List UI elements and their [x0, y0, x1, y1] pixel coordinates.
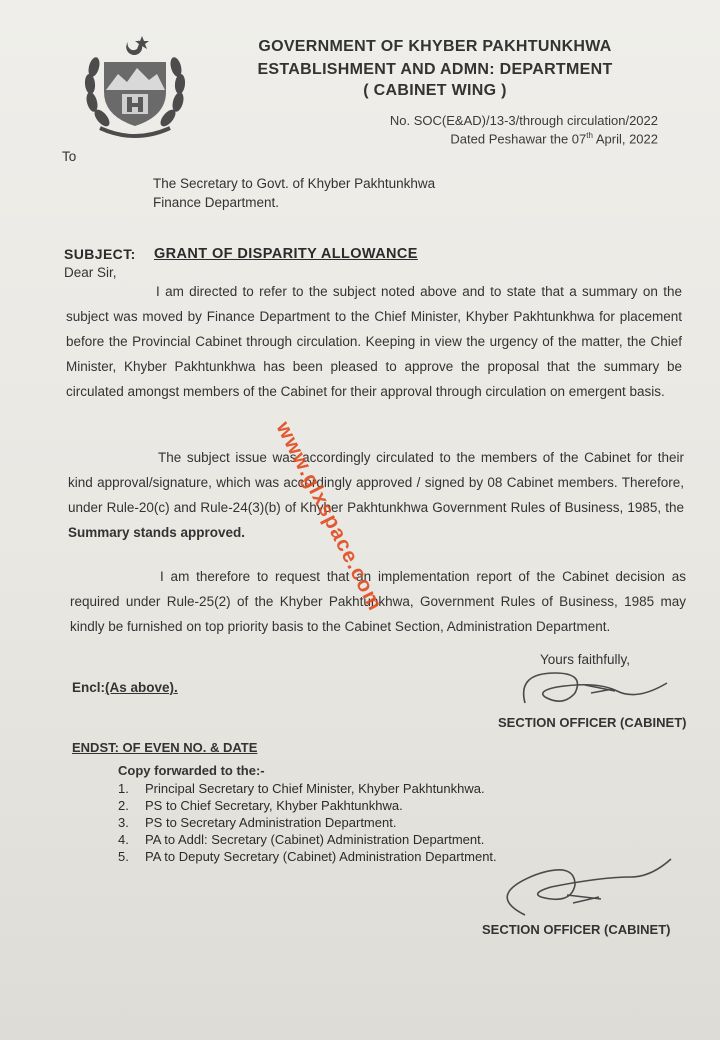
header-wing: ( CABINET WING ) — [363, 82, 507, 99]
paragraph-2: The subject issue was accordingly circulated to the members of the Cabinet for their kind approval/signature, which was accordingly approved / signed by 08 Cabinet members. Therefore, under Rule-20(c) and Rule-24(3)(b) of Khyber Pakhtunkhwa Government Rules of Business, 1985, the Summary stands approved. — [68, 450, 684, 540]
addressee-line2: Finance Department. — [153, 195, 280, 210]
paragraph-3: I am therefore to request that an implementation report of the Cabinet decision as required under Rule-25(2) of the Khyber Pakhtunkhwa, Government Rules of Business, 1985 may kindly be furnished on top priority basis to the Cabinet Section, Administration Department. — [70, 569, 686, 634]
endorsement-heading: ENDST: OF EVEN NO. & DATE — [72, 740, 258, 755]
header-government: GOVERNMENT OF KHYBER PAKHTUNKHWA — [258, 38, 612, 55]
reference-date: Dated Peshawar the 07th April, 2022 — [450, 131, 658, 147]
list-item: 1. Principal Secretary to Chief Minister, Khyber Pakhtunkhwa. — [118, 781, 485, 796]
government-emblem-icon — [80, 32, 190, 144]
copy-forwarded-label: Copy forwarded to the:- — [118, 763, 265, 778]
list-item: 5. PA to Deputy Secretary (Cabinet) Administration Department. — [118, 849, 497, 864]
reference-number: No. SOC(E&AD)/13-3/through circulation/2022 — [389, 113, 658, 128]
list-item: 3. PS to Secretary Administration Department. — [118, 815, 397, 830]
signatory-2: SECTION OFFICER (CABINET) — [482, 922, 671, 937]
yours-faithfully: Yours faithfully, — [540, 652, 631, 667]
signatory-1: SECTION OFFICER (CABINET) — [498, 715, 687, 730]
to-label: To — [62, 149, 77, 164]
subject-text: GRANT OF DISPARITY ALLOWANCE — [154, 246, 418, 262]
enclosure: Encl:(As above). — [72, 680, 178, 695]
copy-list — [118, 780, 578, 865]
salutation: Dear Sir, — [64, 265, 117, 280]
list-item: 4. PA to Addl: Secretary (Cabinet) Administration Department. — [118, 832, 485, 847]
paragraph-1: I am directed to refer to the subject noted above and to state that a summary on the subject was moved by Finance Department to the Chief Minister, Khyber Pakhtunkhwa for placement before the Provincial Cabinet through circulation. Keeping in view the urgency of the matter, the Chief Minister, Khyber Pakhtunkhwa has been pleased to approve the proposal that the summary be circulated amongst members of the Cabinet for their approval through circulation on emergent basis. — [66, 284, 682, 399]
signature-1-icon — [515, 663, 685, 713]
header-department: ESTABLISHMENT AND ADMN: DEPARTMENT — [257, 61, 613, 78]
watermark-text: www.glxspace.com — [271, 418, 387, 615]
addressee-line1: The Secretary to Govt. of Khyber Pakhtunkhwa — [153, 176, 436, 191]
signature-2-icon — [495, 855, 675, 925]
subject-label: SUBJECT: — [64, 246, 136, 262]
list-item: 2. PS to Chief Secretary, Khyber Pakhtunkhwa. — [118, 798, 403, 813]
